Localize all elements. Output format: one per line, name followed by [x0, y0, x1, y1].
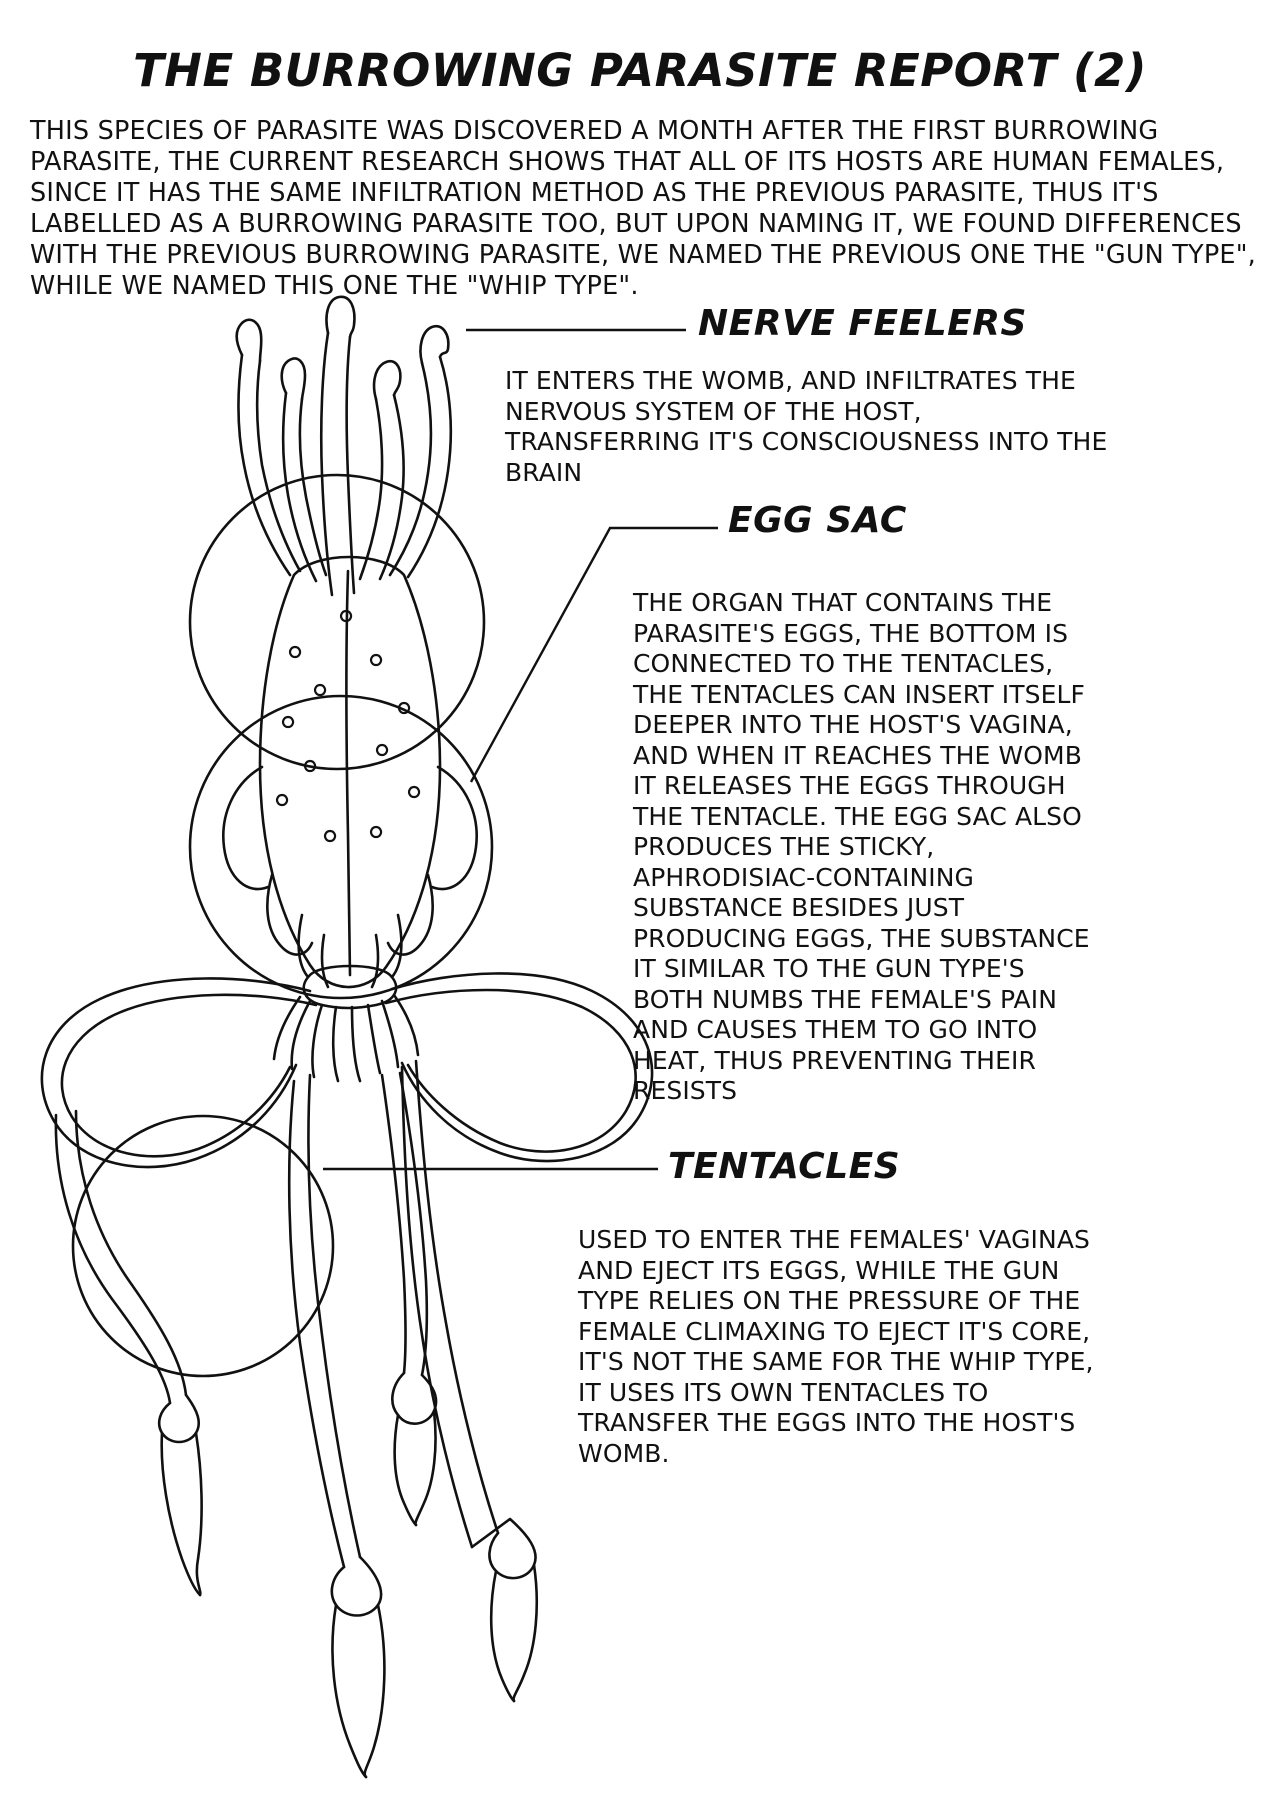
callout-heading-tentacles: TENTACLES: [668, 1146, 901, 1187]
callout-body-tentacles: USED TO ENTER THE FEMALES' VAGINAS AND EJECT ITS EGGS, WHILE THE GUN TYPE RELIES ON THE PRESSURE OF THE FEMALE CLIMAXING TO EJECT IT'S CORE, IT'S NOT THE SAME FOR THE WHIP TYPE, IT USES ITS OWN TENTACLES TO TRANSFER THE EGGS INTO THE HOST'S WOMB.: [578, 1225, 1094, 1468]
intro-paragraph: THIS SPECIES OF PARASITE WAS DISCOVERED A MONTH AFTER THE FIRST BURROWING PARASITE, THE CURRENT RESEARCH SHOWS THAT ALL OF ITS HOSTS ARE HUMAN FEMALES, SINCE IT HAS THE SAME INFILTRATION METHOD AS THE PREVIOUS PARASITE, THUS IT'S LABELLED AS A BURROWING PARASITE TOO, BUT UPON NAMING IT, WE FOUND DIFFERENCES WITH THE PREVIOUS BURROWING PARASITE, WE NAMED THE PREVIOUS ONE THE "GUN TYPE", WHILE WE NAMED THIS ONE THE "WHIP TYPE".: [30, 115, 1256, 301]
callout-body-nerve-feelers: IT ENTERS THE WOMB, AND INFILTRATES THE NERVOUS SYSTEM OF THE HOST, TRANSFERRING IT'S CONSCIOUSNESS INTO THE BRAIN: [505, 366, 1108, 487]
callout-heading-nerve-feelers: NERVE FEELERS: [698, 303, 1027, 344]
page-title: THE BURROWING PARASITE REPORT (2): [133, 44, 1147, 98]
parasite-illustration: [10, 275, 690, 1795]
callout-body-egg-sac: THE ORGAN THAT CONTAINS THE PARASITE'S EGGS, THE BOTTOM IS CONNECTED TO THE TENTACLES, THE TENTACLES CAN INSERT ITSELF DEEPER INTO THE HOST'S VAGINA, AND WHEN IT REACHES THE WOMB IT RELEASES THE EGGS THROUGH THE TENTACLE. THE EGG SAC ALSO PRODUCES THE STICKY, APHRODISIAC-CONTAINING SUBSTANCE BESIDES JUST PRODUCING EGGS, THE SUBSTANCE IT SIMILAR TO THE GUN TYPE'S BOTH NUMBS THE FEMALE'S PAIN AND CAUSES THEM TO GO INTO HEAT, THUS PREVENTING THEIR RESISTS: [633, 588, 1090, 1105]
tentacles-highlight-circle: [73, 1116, 333, 1376]
callout-heading-egg-sac: EGG SAC: [728, 500, 907, 541]
nerve-feelers-highlight-circle: [190, 475, 484, 769]
egg-sac-highlight-circle: [190, 696, 492, 998]
